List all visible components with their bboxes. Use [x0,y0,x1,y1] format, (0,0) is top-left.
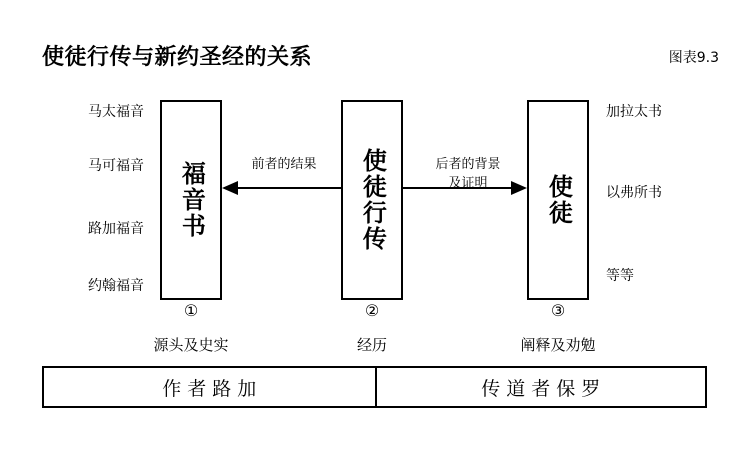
left-label-luke: 路加福音 [88,221,144,237]
arrow-right-caption-line2: 及证明 [448,175,488,191]
caption-acts: 经历 [356,336,387,354]
arrow-left-caption-line1: 前者的结果 [251,157,317,172]
arrow-right-caption [406,156,530,194]
arrow-left-caption [226,156,342,175]
box-epistles-label: 使徒 [544,174,573,226]
right-label-galatians: 加拉太书 [606,104,662,120]
page-title: 使徒行传与新约圣经的关系 [42,45,313,70]
box-gospels-label: 福音书 [177,161,206,239]
figure-number: 图表9.3 [668,50,719,66]
left-label-mark: 马可福音 [88,158,144,174]
caption-gospels: 源头及史实 [153,336,229,354]
marker-number-1: ① [183,301,199,320]
box-epistles [527,100,589,300]
box-acts [341,100,403,300]
right-label-etc: 等等 [606,268,634,284]
bottom-cell-preacher: 传道者保罗 [375,368,706,406]
bottom-bar [42,366,707,408]
arrow-right-caption-line1: 后者的背景 [435,157,501,172]
box-gospels [160,100,222,300]
bottom-cell-author: 作者路加 [162,377,263,400]
marker-number-2: ② [364,301,380,320]
left-label-matthew: 马太福音 [88,104,144,120]
left-label-john: 约翰福音 [88,278,144,294]
marker-number-3: ③ [550,301,566,320]
box-acts-label: 使徒行传 [358,148,387,252]
caption-epistles: 阐释及劝勉 [520,336,596,354]
right-label-ephesians: 以弗所书 [606,185,662,201]
arrow-left-icon [222,180,342,196]
